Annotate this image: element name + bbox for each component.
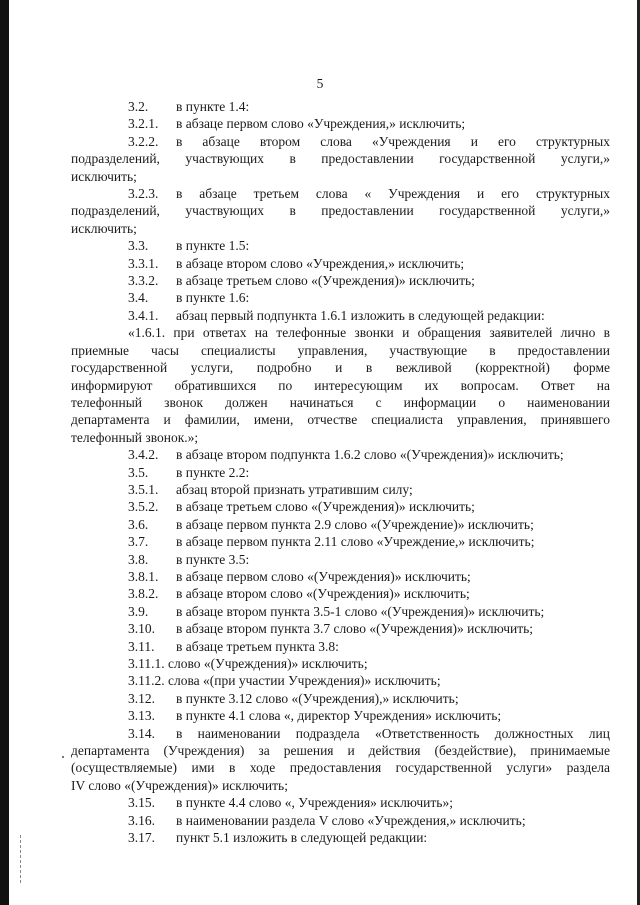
clause-3-4-1: 3.4.1. абзац первый подпункта 1.6.1 изложить в следующей редакции: <box>128 307 545 323</box>
quote-line-5: телефонный звонок должен начинаться с информации о наименовании <box>71 394 610 410</box>
clause-3-2-2: 3.2.2. в абзаце втором слова «Учреждения и его структурных <box>128 133 610 149</box>
scan-speck <box>62 756 64 758</box>
clause-3-8-1: 3.8.1. в абзаце первом слово «(Учреждения)» исключить; <box>128 568 471 584</box>
clause-3-8-2: 3.8.2. в абзаце втором слово «(Учреждения)» исключить; <box>128 586 470 602</box>
clause-3-5: 3.5. в пункте 2.2: <box>128 464 250 480</box>
quote-line-4: информируют обратившихся по интересующим их вопросам. Ответ на <box>71 377 610 393</box>
clause-3-5-2: 3.5.2. в абзаце третьем слово «(Учреждения)» исключить; <box>128 499 475 515</box>
clause-3-13: 3.13. в пункте 4.1 слова «, директор Учреждения» исключить; <box>128 708 502 724</box>
clause-3-2-3-end: исключить; <box>71 220 137 236</box>
scan-left-edge <box>0 0 9 905</box>
clause-3-6: 3.6. в абзаце первом пункта 2.9 слово «(Учреждение)» исключить; <box>128 516 534 532</box>
clause-3-14-end: IV слово «(Учреждения)» исключить; <box>71 777 288 793</box>
clause-3-11: 3.11. в абзаце третьем пункта 3.8: <box>128 638 339 654</box>
clause-3-2: 3.2. в пункте 1.4: <box>128 99 250 114</box>
clause-3-14-cont-2: (осуществляемые) ими в ходе предоставления государственной услуги» раздела <box>71 760 610 776</box>
clause-3-2-3-cont: подразделений, участвующих в предоставлении государственной услуги,» <box>71 203 610 219</box>
clause-3-2-2-cont: подразделений, участвующих в предоставлении государственной услуги,» <box>71 151 610 167</box>
clause-3-7: 3.7. в абзаце первом пункта 2.11 слово «Учреждение,» исключить; <box>128 534 535 550</box>
quote-line-1: «1.6.1. при ответах на телефонные звонки и обращения заявителей лично в <box>128 325 610 341</box>
quote-line-7: телефонный звонок.»; <box>71 429 199 445</box>
clause-3-2-3: 3.2.3. в абзаце третьем слова « Учреждения и его структурных <box>128 186 610 202</box>
clause-3-16: 3.16. в наименовании раздела V слово «Учреждения,» исключить; <box>128 812 526 828</box>
clause-3-4-2: 3.4.2. в абзаце втором подпункта 1.6.2 слово «(Учреждения)» исключить; <box>128 447 564 463</box>
clause-3-17: 3.17. пункт 5.1 изложить в следующей редакции: <box>128 830 428 846</box>
clause-3-3-1: 3.3.1. в абзаце втором слово «Учреждения,» исключить; <box>128 255 465 271</box>
page-number: 5 <box>316 76 324 91</box>
clause-3-3: 3.3. в пункте 1.5: <box>128 238 250 254</box>
clause-3-9: 3.9. в абзаце втором пункта 3.5-1 слово «(Учреждения)» исключить; <box>128 603 545 619</box>
clause-3-15: 3.15. в пункте 4.4 слово «, Учреждения» исключить»; <box>128 795 453 811</box>
quote-line-3: государственной услуги, подробно и в вежливой (корректной) форме <box>71 360 610 376</box>
clause-3-10: 3.10. в абзаце втором пункта 3.7 слово «(Учреждения)» исключить; <box>128 621 534 637</box>
clause-3-8: 3.8. в пункте 3.5: <box>128 551 250 567</box>
clause-3-4: 3.4. в пункте 1.6: <box>128 290 250 306</box>
margin-scratch-mark <box>20 835 25 883</box>
clause-3-2-2-end: исключить; <box>71 168 137 184</box>
clause-3-2-1: 3.2.1. в абзаце первом слово «Учреждения,» исключить; <box>128 116 466 132</box>
clause-3-5-1: 3.5.1. абзац второй признать утратившим силу; <box>128 481 413 497</box>
clause-3-11-1: 3.11.1. слово «(Учреждения)» исключить; <box>128 656 368 671</box>
clause-3-3-2: 3.3.2. в абзаце третьем слово «(Учреждения)» исключить; <box>128 273 475 289</box>
clause-3-11-2: 3.11.2. слова «(при участии Учреждения)» исключить; <box>128 673 441 689</box>
clause-3-12: 3.12. в пункте 3.12 слово «(Учреждения),» исключить; <box>128 690 459 706</box>
document-body <box>71 98 610 846</box>
quote-line-6: департамента и фамилии, имени, отчестве специалиста управления, принявшего <box>71 412 610 428</box>
quote-line-2: приемные часы специалисты управления, участвующие в предоставлении <box>71 342 610 358</box>
clause-3-14-cont-1: департамента (Учреждения) за решения и действия (бездействие), принимаемые <box>71 743 610 759</box>
clause-3-14: 3.14. в наименовании подраздела «Ответственность должностных лиц <box>128 725 610 741</box>
